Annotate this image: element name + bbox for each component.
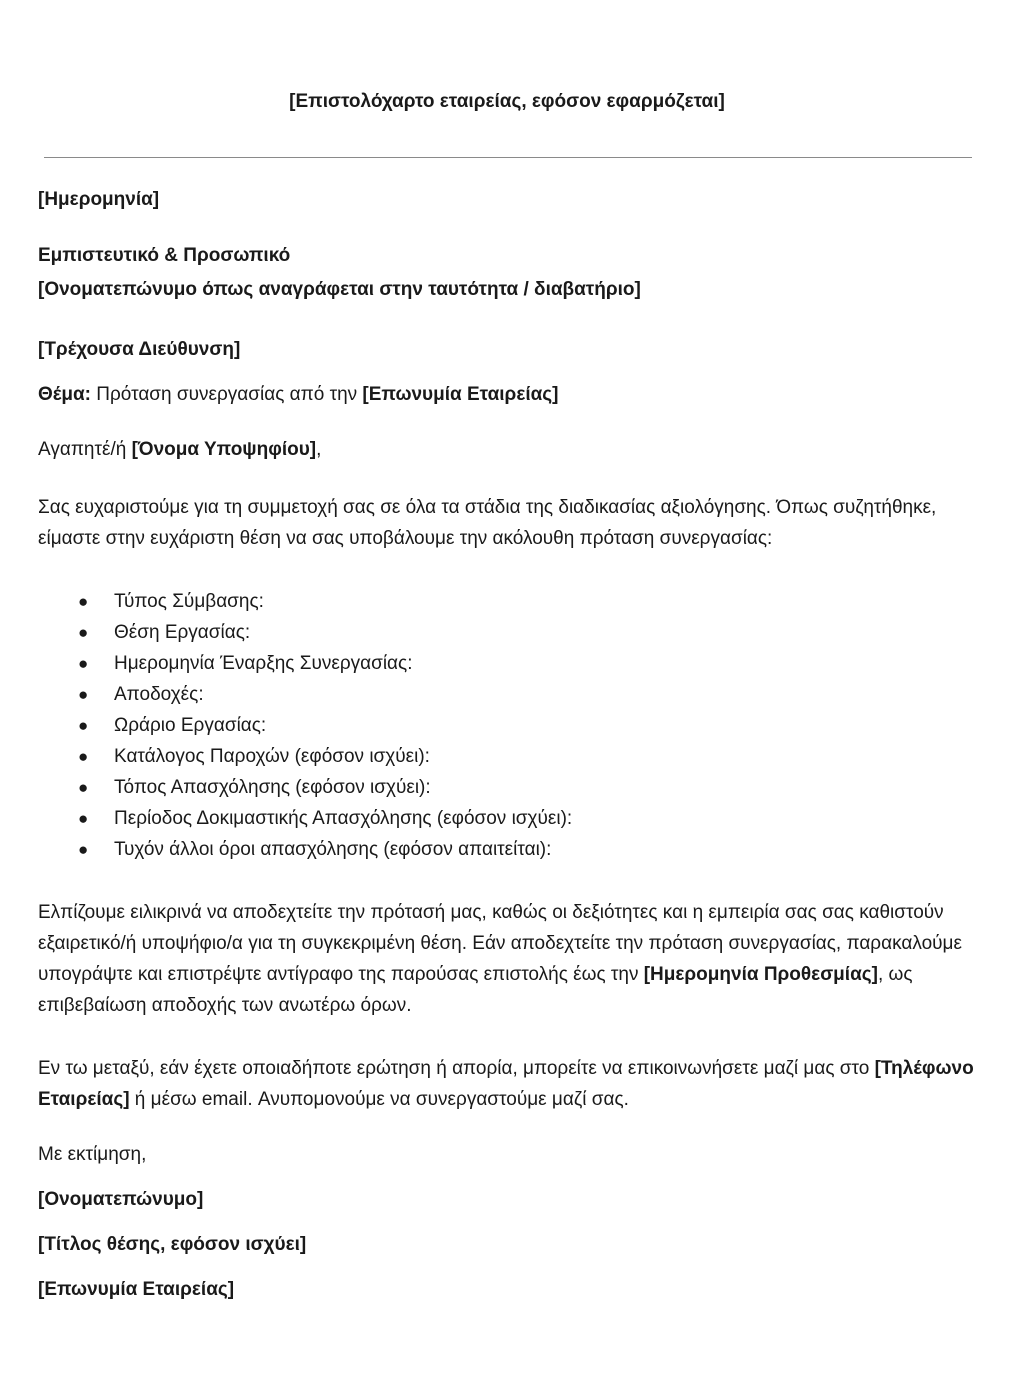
greeting-prefix: Αγαπητέ/ή [38, 439, 132, 460]
bullet-icon: ● [78, 685, 89, 704]
signature-company: [Επωνυμία Εταιρείας] [38, 1279, 235, 1300]
company-phone-placeholder: [Τηλέφωνο Εταιρείας] [38, 1058, 974, 1110]
bullet-icon: ● [78, 809, 89, 828]
list-item: ● Τόπος Απασχόλησης (εφόσον ισχύει): [38, 772, 988, 803]
candidate-name: [Όνομα Υποψηφίου] [131, 439, 317, 460]
intro-paragraph: Σας ευχαριστούμε για τη συμμετοχή σας σε όλα τα στάδια της διαδικασίας αξιολόγησης. Όπως συζητήθηκε, είμαστε στην ευχάριστη θέση να σας υποβάλουμε την ακόλουθη πρόταση συνεργασίας: [38, 497, 937, 549]
bullet-icon: ● [78, 592, 89, 611]
recipient-name: [Ονοματεπώνυμο όπως αναγράφεται στην ταυτότητα / διαβατήριο] [38, 279, 641, 300]
bullet-icon: ● [78, 623, 89, 642]
list-item: ● Κατάλογος Παροχών (εφόσον ισχύει): [38, 741, 988, 772]
closing-line: Με εκτίμηση, [38, 1144, 147, 1165]
offer-terms-list [38, 586, 988, 865]
contact-paragraph: Εν τω μεταξύ, εάν έχετε οποιαδήποτε ερώτηση ή απορία, μπορείτε να επικοινωνήσετε μαζί μας στο [Τηλέφωνο Εταιρείας] ή μέσω email. Ανυπομονούμε να συνεργαστούμε μαζί σας. [38, 1058, 974, 1110]
list-item: ● Τυχόν άλλοι όροι απασχόλησης (εφόσον απαιτείται): [38, 834, 988, 865]
list-item: ● Ωράριο Εργασίας: [38, 710, 988, 741]
bullet-icon: ● [78, 840, 89, 859]
deadline-placeholder: [Ημερομηνία Προθεσμίας] [643, 964, 878, 985]
bullet-icon: ● [78, 654, 89, 673]
subject-text: Πρόταση συνεργασίας από την [90, 384, 363, 405]
bullet-icon: ● [78, 716, 89, 735]
list-item: ● Τύπος Σύμβασης: [38, 586, 988, 617]
signature-name: [Ονοματεπώνυμο] [38, 1189, 204, 1210]
confidential-label: Εμπιστευτικό & Προσωπικό [38, 245, 291, 266]
list-item: ● Ημερομηνία Έναρξης Συνεργασίας: [38, 648, 988, 679]
signature-title: [Τίτλος θέσης, εφόσον ισχύει] [38, 1234, 307, 1255]
greeting-line [38, 434, 988, 465]
bullet-icon: ● [78, 747, 89, 766]
list-item: ● Περίοδος Δοκιμαστικής Απασχόλησης (εφόσον ισχύει): [38, 803, 988, 834]
list-item: ● Αποδοχές: [38, 679, 988, 710]
greeting-suffix: , [316, 439, 322, 460]
header-divider [44, 157, 972, 158]
list-item: ● Θέση Εργασίας: [38, 617, 988, 648]
letter-body [38, 184, 988, 1305]
letterhead-placeholder: [Επιστολόχαρτο εταιρείας, εφόσον εφαρμόζεται] [289, 91, 725, 112]
recipient-address: [Τρέχουσα Διεύθυνση] [38, 339, 241, 360]
subject-line [38, 379, 988, 410]
subject-company: [Επωνυμία Εταιρείας] [362, 384, 559, 405]
letter-date: [Ημερομηνία] [38, 189, 160, 210]
acceptance-paragraph: Ελπίζουμε ειλικρινά να αποδεχτείτε την πρότασή μας, καθώς οι δεξιότητες και η εμπειρία σας σας καθιστούν εξαιρετικό/ή υποψήφιο/α για τη συγκεκριμένη θέση. Εάν αποδεχτείτε την πρόταση συνεργασίας, παρακαλούμε υπογράψτε και επιστρέψτε αντίγραφο της παρούσας επιστολής έως την [Ημερομηνία Προθεσμίας], ως επιβεβαίωση αποδοχής των ανωτέρω όρων. [38, 902, 962, 1016]
bullet-icon: ● [78, 778, 89, 797]
recipient-block [38, 239, 988, 307]
subject-label: Θέμα: [38, 384, 91, 405]
